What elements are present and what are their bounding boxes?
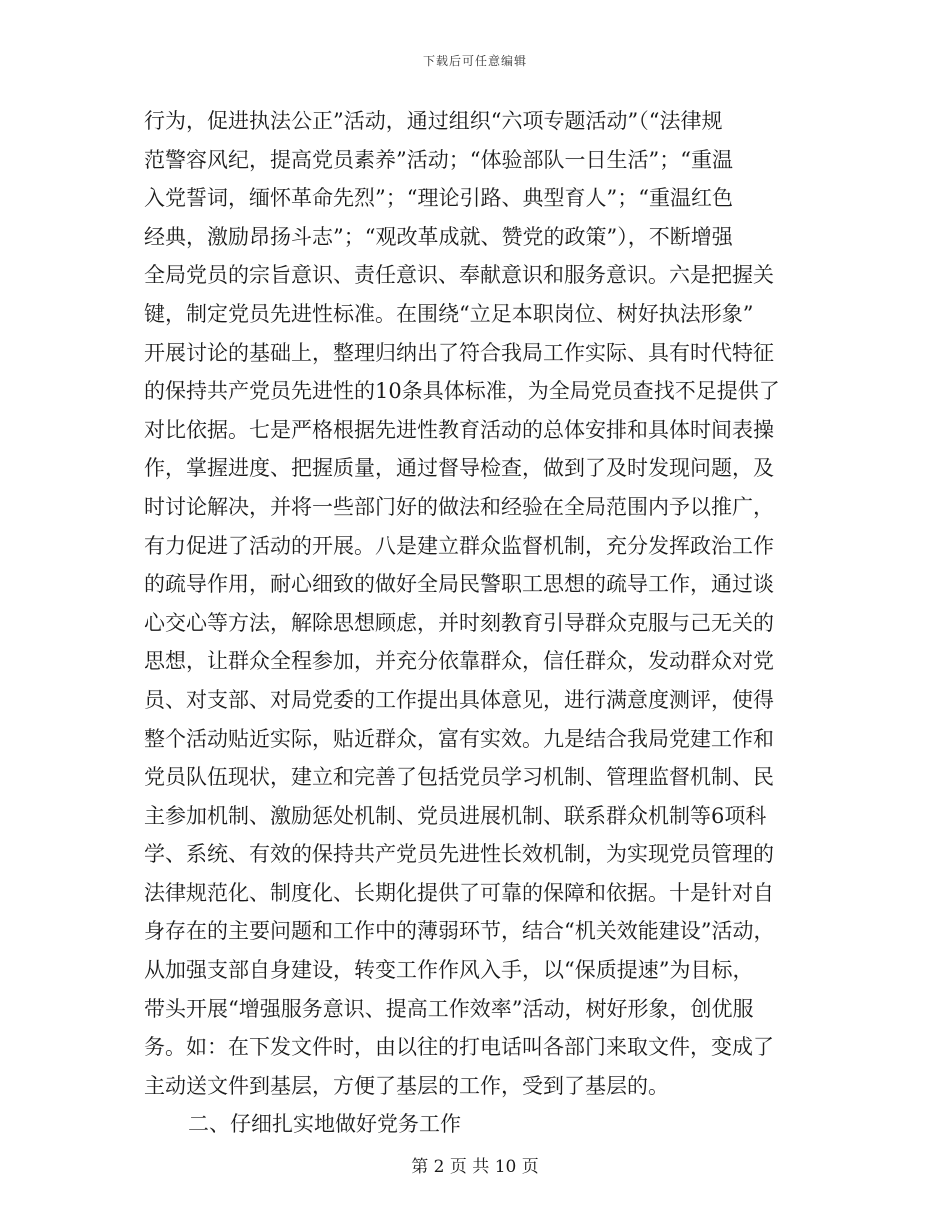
body-line: 学、系统、有效的保持共产党员先进性长效机制，为实现党员管理的 — [144, 842, 774, 867]
body-line: 务。如：在下发文件时，由以往的打电话叫各部门来取文件，变成了 — [144, 1035, 774, 1060]
body-line: 时讨论解决，并将一些部门好的做法和经验在全局范围内予以推广， — [144, 494, 774, 519]
section-heading: 二、仔细扎实地做好党务工作 — [188, 1112, 461, 1137]
page-number: 第 2 页 共 10 页 — [411, 1157, 539, 1177]
body-line: 员、对支部、对局党委的工作提出具体意见，进行满意度测评，使得 — [144, 687, 774, 712]
body-line: 对比依据。七是严格根据先进性教育活动的总体安排和具体时间表操 — [144, 417, 774, 442]
body-line: 身存在的主要问题和工作中的薄弱环节，结合“机关效能建设”活动， — [144, 919, 775, 944]
body-line: 有力促进了活动的开展。八是建立群众监督机制，充分发挥政治工作 — [144, 533, 774, 558]
body-line: 全局党员的宗旨意识、责任意识、奉献意识和服务意识。六是把握关 — [144, 263, 774, 288]
body-line: 思想，让群众全程参加，并充分依靠群众，信任群众，发动群众对党 — [144, 649, 774, 674]
body-line: 从加强支部自身建设，转变工作作风入手，以“保质提速”为目标， — [144, 958, 754, 983]
page-header-note: 下载后可任意编辑 — [422, 54, 527, 68]
body-line: 键，制定党员先进性标准。在围绕“立足本职岗位、树好执法形象” — [144, 301, 754, 326]
body-line: 范警容风纪，提高党员素养”活动；“体验部队一日生活”；“重温 — [144, 147, 733, 172]
body-line: 整个活动贴近实际，贴近群众，富有实效。九是结合我局党建工作和 — [144, 726, 774, 751]
body-line: 带头开展“增强服务意识、提高工作效率”活动，树好形象，创优服 — [144, 996, 754, 1021]
body-line: 行为，促进执法公正”活动，通过组织“六项专题活动”（“法律规 — [144, 109, 723, 133]
body-line: 主动送文件到基层，方便了基层的工作，受到了基层的。 — [144, 1073, 669, 1098]
body-line: 主参加机制、激励惩处机制、党员进展机制、联系群众机制等6项科 — [144, 803, 767, 828]
document-body — [144, 102, 824, 1144]
body-line: 的保持共产党员先进性的10条具体标准，为全局党员查找不足提供了 — [144, 379, 780, 404]
body-line: 经典，激励昂扬斗志”；“观改革成就、赞党的政策”），不断增强 — [144, 224, 733, 249]
body-line: 开展讨论的基础上，整理归纳出了符合我局工作实际、具有时代特征 — [144, 340, 774, 365]
body-line: 心交心等方法，解除思想顾虑，并时刻教育引导群众克服与己无关的 — [144, 610, 774, 635]
body-line: 的疏导作用，耐心细致的做好全局民警职工思想的疏导工作，通过谈 — [144, 572, 774, 597]
body-line: 入党誓词，缅怀革命先烈”；“理论引路、典型育人”；“重温红色 — [144, 186, 733, 211]
body-line: 党员队伍现状，建立和完善了包括党员学习机制、管理监督机制、民 — [144, 765, 774, 790]
body-line: 作，掌握进度、把握质量，通过督导检查，做到了及时发现问题，及 — [144, 456, 774, 481]
body-line: 法律规范化、制度化、长期化提供了可靠的保障和依据。十是针对自 — [144, 880, 774, 905]
